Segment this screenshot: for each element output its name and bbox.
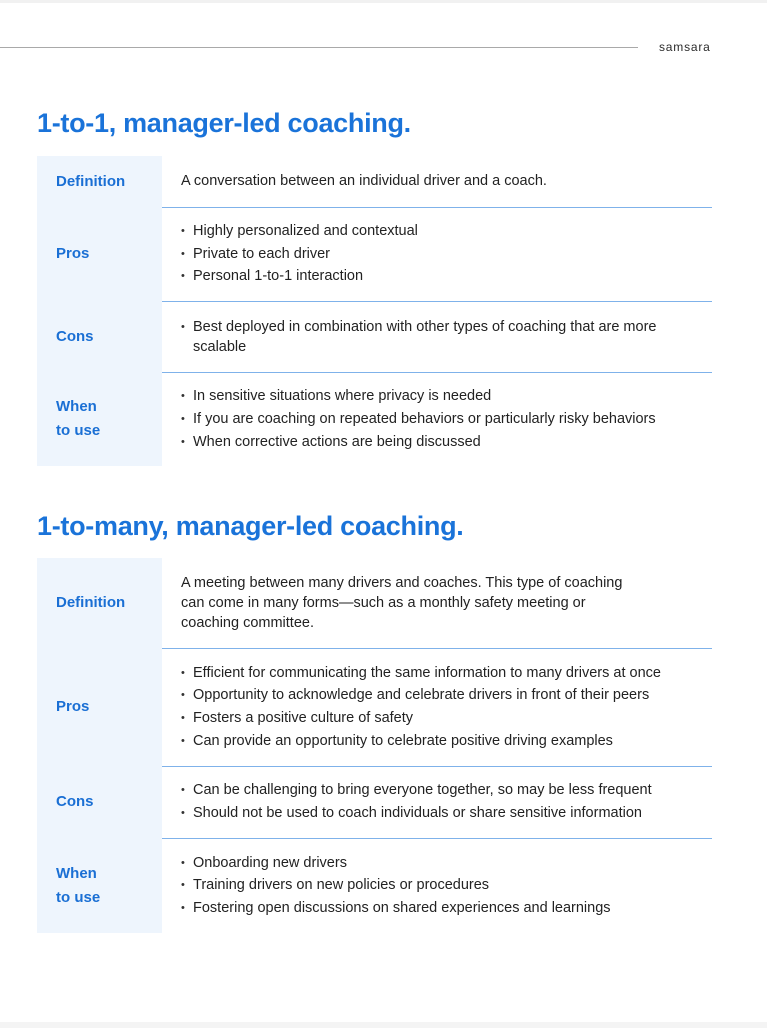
when-label-line1: When [56, 864, 97, 882]
list-item: • Onboarding new drivers [181, 852, 702, 875]
list-item: • Should not be used to coach individuals or share sensitive information [181, 802, 702, 825]
list-item: • Can provide an opportunity to celebrate positive driving examples [181, 730, 702, 753]
row-label: Definition [37, 156, 162, 207]
cons-list-cell [162, 301, 712, 372]
pros-row [37, 207, 712, 301]
cons-list-cell [162, 766, 712, 838]
pros-list [181, 220, 702, 288]
list-item: • Fosters a positive culture of safety [181, 707, 702, 730]
cons-row [37, 301, 712, 372]
list-item: • When corrective actions are being discussed [181, 431, 702, 454]
row-label: Cons [37, 766, 162, 838]
when-to-use-row [37, 372, 712, 466]
row-label: Cons [37, 301, 162, 372]
definition-line: A meeting between many drivers and coaches. This type of coaching [181, 574, 623, 591]
cons-list [181, 317, 681, 357]
when-list-cell [162, 838, 712, 933]
section-title: 1-to-many, manager-led coaching. [37, 511, 464, 541]
list-item: • Private to each driver [181, 243, 702, 266]
pros-list [181, 662, 702, 752]
definition-line: can come in many forms—such as a monthly safety meeting or [181, 594, 586, 611]
list-item: • Can be challenging to bring everyone together, so may be less frequent [181, 779, 702, 802]
list-item: • Opportunity to acknowledge and celebrate drivers in front of their peers [181, 684, 702, 707]
list-item: • In sensitive situations where privacy is needed [181, 385, 702, 408]
list-item: • Fostering open discussions on shared experiences and learnings [181, 897, 702, 920]
section-one-to-many [37, 511, 712, 933]
coaching-info-table [37, 156, 712, 466]
list-item: • Training drivers on new policies or procedures [181, 874, 702, 897]
definition-row [37, 558, 712, 648]
definition-line: coaching committee. [181, 614, 314, 631]
row-label: Pros [37, 648, 162, 766]
section-title: 1-to-1, manager-led coaching. [37, 108, 411, 138]
row-label: Pros [37, 207, 162, 301]
when-list-cell [162, 372, 712, 466]
definition-text: A conversation between an individual driver and a coach. [162, 156, 712, 207]
list-item: • Personal 1-to-1 interaction [181, 265, 702, 288]
when-label-line2: to use [56, 888, 101, 906]
cons-row [37, 766, 712, 838]
when-to-use-row [37, 838, 712, 933]
page-bottom-edge [0, 1022, 767, 1028]
page-top-edge [0, 0, 767, 3]
definition-row [37, 156, 712, 207]
when-label-line2: to use [56, 422, 101, 439]
pros-list-cell [162, 207, 712, 301]
brand-logo: samsara [659, 40, 711, 54]
list-item: • Best deployed in combination with other types of coaching that are more scalable [181, 317, 681, 357]
list-item: • If you are coaching on repeated behaviors or particularly risky behaviors [181, 408, 702, 431]
list-item: • Highly personalized and contextual [181, 220, 702, 243]
pros-row [37, 648, 712, 766]
cons-list [181, 779, 702, 824]
header-divider [0, 47, 638, 48]
when-label-line1: When [56, 398, 97, 415]
row-label [37, 838, 162, 933]
section-one-to-one [37, 108, 712, 466]
pros-list-cell [162, 648, 712, 766]
row-label: Definition [37, 558, 162, 648]
when-list [181, 852, 702, 920]
definition-text [162, 558, 712, 648]
row-label [37, 372, 162, 466]
list-item: • Efficient for communicating the same information to many drivers at once [181, 662, 702, 685]
when-list [181, 385, 702, 453]
coaching-info-table [37, 558, 712, 933]
